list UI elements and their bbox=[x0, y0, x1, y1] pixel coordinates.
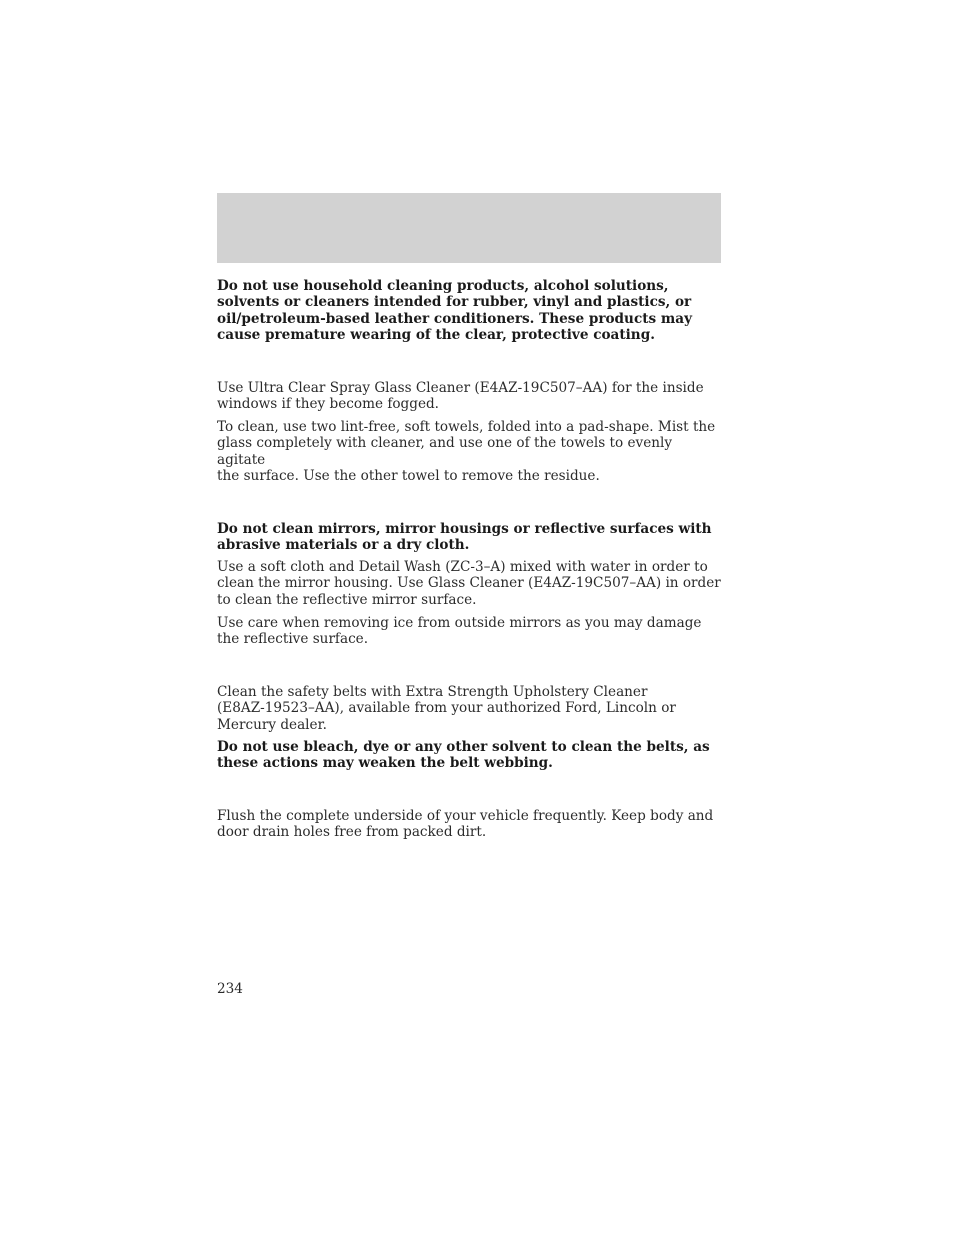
safety-belts-paragraph: Clean the safety belts with Extra Strength Upholstery Cleaner (E8AZ-19523–AA), available from your authorized Ford, Lincoln or Mercury dealer. bbox=[217, 684, 676, 733]
inside-windows-paragraph: Use Ultra Clear Spray Glass Cleaner (E4AZ-19C507–AA) for the inside windows if they become fogged. bbox=[217, 380, 704, 413]
mirror-cleaning-warning: Do not clean mirrors, mirror housings or reflective surfaces with abrasive materials or a dry cloth. bbox=[217, 521, 712, 554]
mirror-housing-paragraph: Use a soft cloth and Detail Wash (ZC-3–A) mixed with water in order to clean the mirror housing. Use Glass Cleaner (E4AZ-19C507–AA) in order to clean the reflective mirror surface. bbox=[217, 559, 721, 608]
leather-cleaning-warning: Do not use household cleaning products, alcohol solutions, solvents or cleaners intended for rubber, vinyl and plastics, or oil/petroleum-based leather conditioners. These products may cause premature wearing of the clear, protective coating. bbox=[217, 278, 692, 343]
section-header-band bbox=[217, 193, 721, 263]
page-number: 234 bbox=[217, 981, 243, 997]
mirror-ice-paragraph: Use care when removing ice from outside mirrors as you may damage the reflective surface. bbox=[217, 615, 702, 648]
window-cleaning-instructions: To clean, use two lint-free, soft towels, folded into a pad-shape. Mist the glass completely with cleaner, and use one of the towels to evenly agitate the surface. Use the other towel to remove the residue. bbox=[217, 419, 716, 484]
underbody-paragraph: Flush the complete underside of your vehicle frequently. Keep body and door drain holes free from packed dirt. bbox=[217, 808, 714, 841]
safety-belts-warning: Do not use bleach, dye or any other solvent to clean the belts, as these actions may weaken the belt webbing. bbox=[217, 739, 710, 772]
